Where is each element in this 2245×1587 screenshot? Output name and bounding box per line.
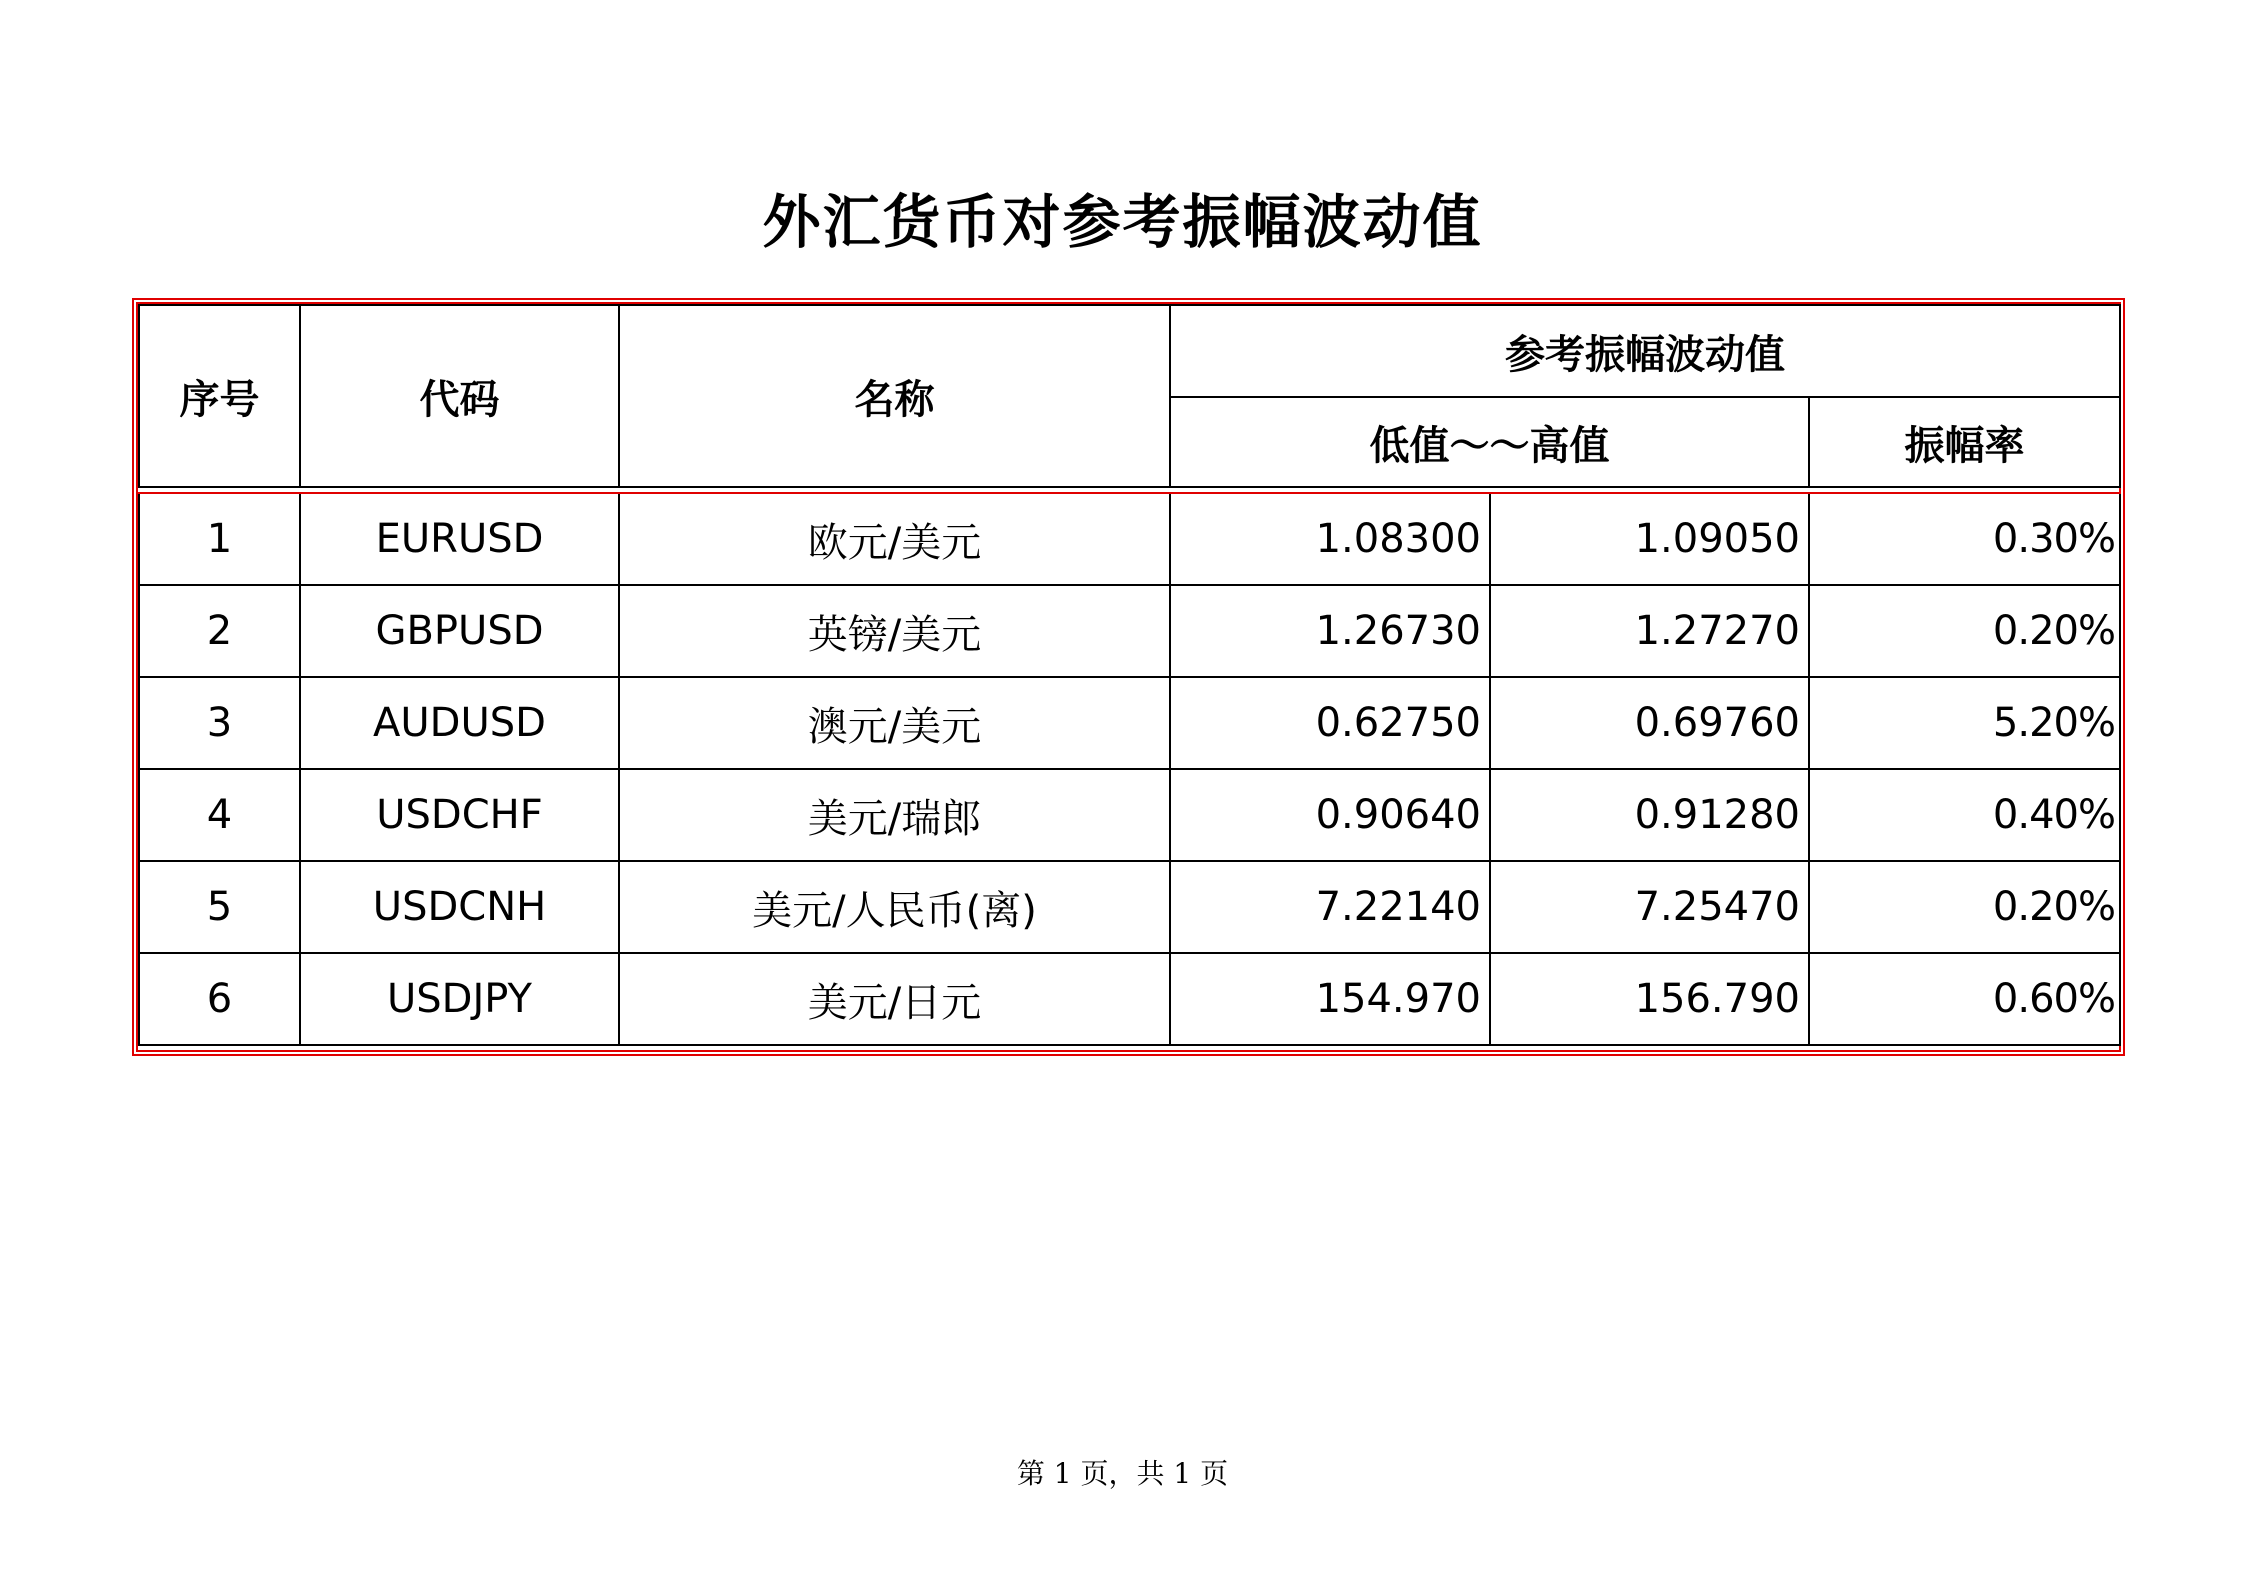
row-code-cell: USDCHF [300, 769, 619, 861]
fx-amplitude-table [138, 304, 2121, 1046]
row-name-cell: 澳元/美元 [619, 677, 1170, 769]
header-name: 名称 [619, 305, 1170, 487]
row-name-cell: 美元/日元 [619, 953, 1170, 1045]
row-index-cell: 5 [139, 861, 300, 953]
row-code-cell: USDJPY [300, 953, 619, 1045]
row-high-value-cell: 7.25470 [1490, 861, 1809, 953]
row-low-value-cell: 0.62750 [1170, 677, 1490, 769]
table-row [139, 677, 2120, 769]
row-index-cell: 1 [139, 493, 300, 585]
row-high-value-cell: 0.91280 [1490, 769, 1809, 861]
page-title: 外汇货币对参考振幅波动值 [762, 188, 1483, 256]
table-row [139, 861, 2120, 953]
header-amplitude-rate: 振幅率 [1809, 397, 2120, 487]
row-name-cell: 美元/人民币(离) [619, 861, 1170, 953]
row-low-value-cell: 7.22140 [1170, 861, 1490, 953]
row-code-cell: AUDUSD [300, 677, 619, 769]
row-code-cell: USDCNH [300, 861, 619, 953]
row-index-cell: 3 [139, 677, 300, 769]
header-code: 代码 [300, 305, 619, 487]
row-high-value-cell: 1.09050 [1490, 493, 1809, 585]
header-reference-amplitude: 参考振幅波动值 [1170, 305, 2120, 397]
row-low-value-cell: 0.90640 [1170, 769, 1490, 861]
row-index-cell: 6 [139, 953, 300, 1045]
row-low-value-cell: 1.08300 [1170, 493, 1490, 585]
page-footer: 第 1 页，共 1 页 [1016, 1457, 1229, 1490]
row-amplitude-cell: 5.20% [1809, 677, 2120, 769]
row-low-value-cell: 154.970 [1170, 953, 1490, 1045]
row-index-cell: 4 [139, 769, 300, 861]
row-amplitude-cell: 0.40% [1809, 769, 2120, 861]
row-name-cell: 美元/瑞郎 [619, 769, 1170, 861]
row-amplitude-cell: 0.20% [1809, 861, 2120, 953]
row-index-cell: 2 [139, 585, 300, 677]
table-row [139, 585, 2120, 677]
row-amplitude-cell: 0.20% [1809, 585, 2120, 677]
row-high-value-cell: 156.790 [1490, 953, 1809, 1045]
header-low-high-range: 低值～～高值 [1170, 397, 1809, 487]
row-amplitude-cell: 0.30% [1809, 493, 2120, 585]
row-code-cell: EURUSD [300, 493, 619, 585]
row-name-cell: 英镑/美元 [619, 585, 1170, 677]
row-name-cell: 欧元/美元 [619, 493, 1170, 585]
row-high-value-cell: 0.69760 [1490, 677, 1809, 769]
table-row [139, 769, 2120, 861]
row-high-value-cell: 1.27270 [1490, 585, 1809, 677]
row-code-cell: GBPUSD [300, 585, 619, 677]
row-low-value-cell: 1.26730 [1170, 585, 1490, 677]
table-body [139, 487, 2120, 1045]
table-row [139, 493, 2120, 585]
row-amplitude-cell: 0.60% [1809, 953, 2120, 1045]
table-row [139, 953, 2120, 1045]
header-index: 序号 [139, 305, 300, 487]
